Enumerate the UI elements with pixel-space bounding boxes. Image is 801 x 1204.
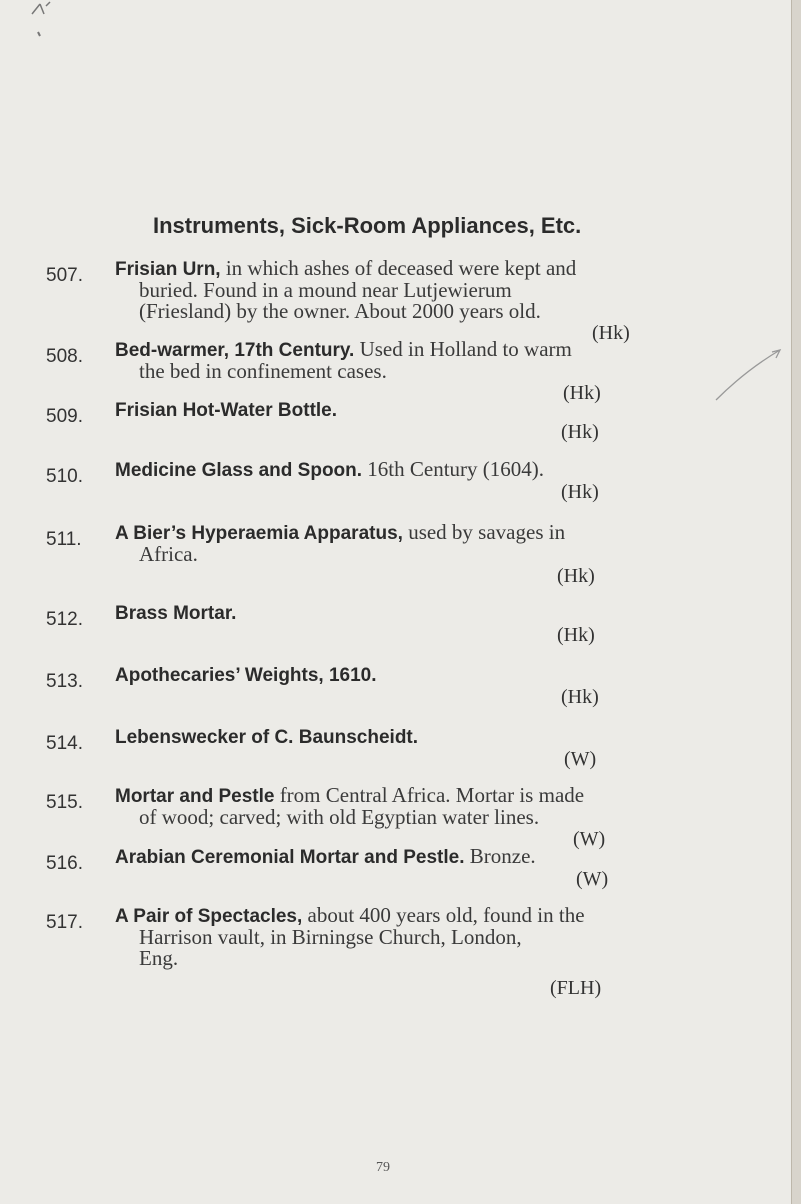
pencil-mark-top-left — [26, 0, 66, 40]
entry-text — [115, 846, 715, 868]
entry-source: (Hk) — [561, 481, 599, 503]
entry-number: 511. — [46, 529, 82, 550]
entry-description: about 400 years old, found in the — [307, 903, 585, 927]
entry-source: (Hk) — [557, 565, 595, 587]
entry-name: Medicine Glass and Spoon. — [115, 460, 363, 481]
entry-continuation-line: of wood; carved; with old Egyptian water lines. — [139, 805, 540, 829]
entry-text — [115, 785, 715, 828]
entry-text — [115, 726, 715, 748]
entry-name: Arabian Ceremonial Mortar and Pestle. — [115, 847, 465, 868]
entry-text — [115, 522, 715, 565]
entry-continuation-line: Africa. — [139, 542, 198, 566]
entry-number: 515. — [46, 792, 83, 813]
pencil-mark-margin — [706, 330, 786, 410]
entry-continuation-line: buried. Found in a mound near Lutjewierum — [139, 278, 512, 302]
entry-name: Bed-warmer, 17th Century. — [115, 340, 355, 361]
entry-number: 513. — [46, 671, 83, 692]
entry-description: in which ashes of deceased were kept and — [225, 256, 577, 280]
entry-name: A Pair of Spectacles, — [115, 906, 303, 927]
entry-number: 509. — [46, 406, 83, 427]
entry-description: 16th Century (1604). — [367, 457, 545, 481]
page-edge — [791, 0, 801, 1204]
entry-source: (W) — [564, 748, 597, 770]
entry-name: Lebenswecker of C. Baunscheidt. — [115, 727, 419, 748]
entry-source: (W) — [573, 828, 606, 850]
entry-name: Frisian Urn, — [115, 259, 221, 280]
entry-source: (W) — [576, 868, 609, 890]
entry-name: Brass Mortar. — [115, 603, 237, 624]
entry-number: 512. — [46, 609, 83, 630]
entry-text — [115, 339, 715, 382]
entry-text — [115, 258, 715, 322]
entry-continuation-line: (Friesland) by the owner. About 2000 years old. — [139, 299, 541, 323]
entry-name: A Bier’s Hyperaemia Apparatus, — [115, 523, 403, 544]
entry-description: from Central Africa. Mortar is made — [279, 783, 585, 807]
entry-number: 517. — [46, 912, 83, 933]
entry-text — [115, 664, 715, 686]
entry-text — [115, 399, 715, 421]
entry-name: Apothecaries’ Weights, 1610. — [115, 665, 377, 686]
entry-description: Bronze. — [469, 844, 536, 868]
page-title: Instruments, Sick-Room Appliances, Etc. — [153, 213, 582, 238]
entry-continuation-line: the bed in confinement cases. — [139, 359, 387, 383]
entry-source: (Hk) — [592, 322, 630, 344]
entry-source: (Hk) — [563, 382, 601, 404]
entry-number: 510. — [46, 466, 83, 487]
entry-name: Mortar and Pestle — [115, 786, 275, 807]
entry-text — [115, 602, 715, 624]
entry-continuation-line: Eng. — [139, 946, 179, 970]
entry-number: 514. — [46, 733, 83, 754]
entry-number: 507. — [46, 265, 83, 286]
entry-source: (Hk) — [557, 624, 595, 646]
page-number: 79 — [376, 1160, 390, 1175]
entry-text — [115, 905, 715, 969]
entry-name: Frisian Hot-Water Bottle. — [115, 400, 338, 421]
entry-source: (Hk) — [561, 686, 599, 708]
entry-description: used by savages in — [408, 520, 566, 544]
entry-continuation-line: Harrison vault, in Birningse Church, London, — [139, 925, 522, 949]
entry-description: Used in Holland to warm — [359, 337, 572, 361]
entry-text — [115, 459, 715, 481]
entry-source: (Hk) — [561, 421, 599, 443]
entry-source: (FLH) — [550, 977, 602, 999]
entry-number: 508. — [46, 346, 83, 367]
entry-number: 516. — [46, 853, 83, 874]
